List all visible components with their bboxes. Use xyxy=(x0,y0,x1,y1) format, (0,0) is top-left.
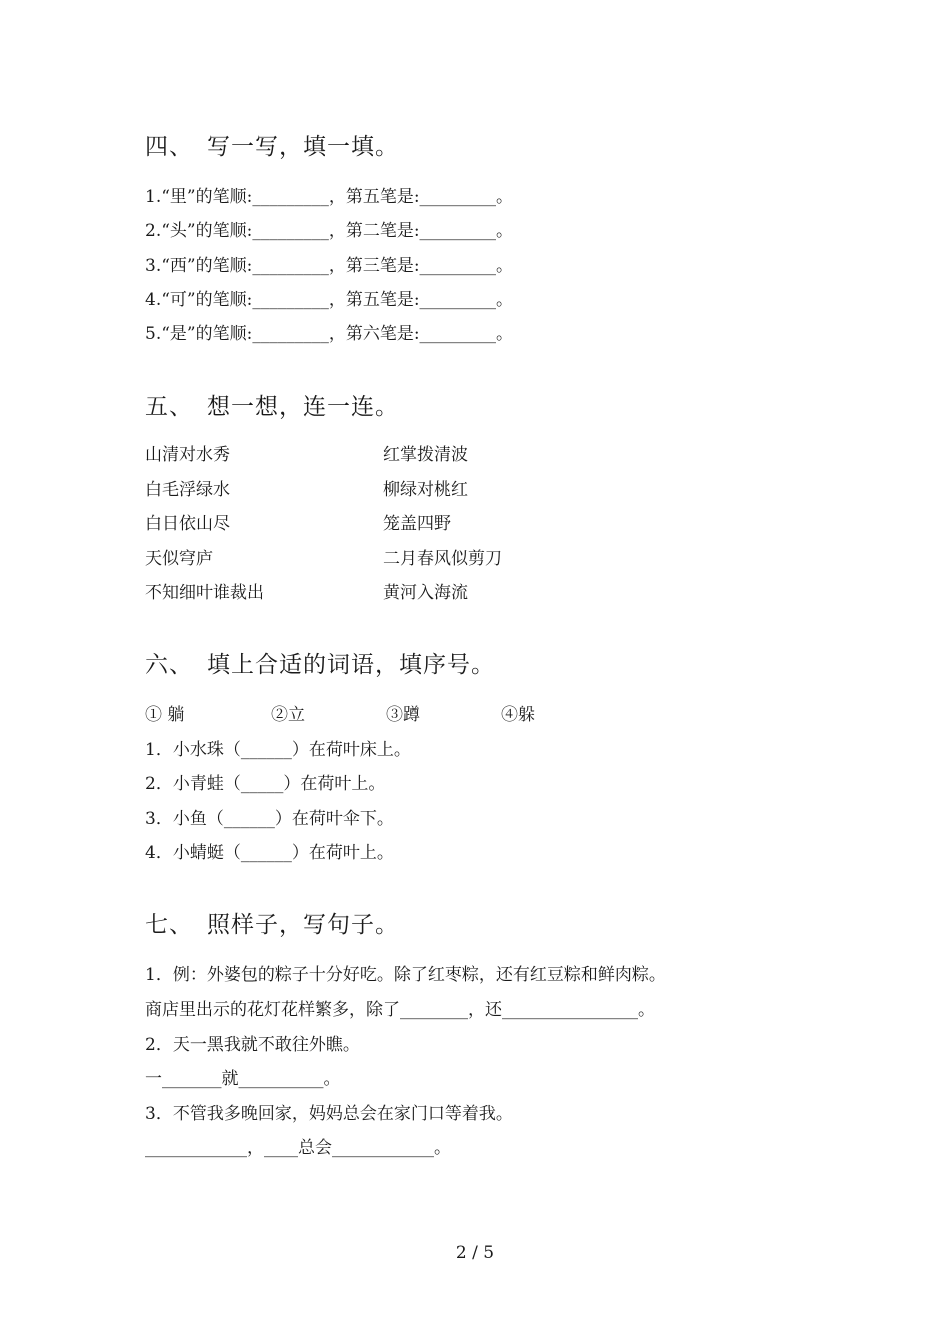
section-4-heading xyxy=(145,132,399,162)
section-4-item-5: 5.“是”的笔顺:_________，第六笔是:_________。 xyxy=(145,324,514,344)
section-7-line-3: 2．天一黑我就不敢往外瞧。 xyxy=(145,1035,360,1055)
section-4-title: 写一写，填一填。 xyxy=(207,134,399,160)
section-6-item-1: 1．小水珠（______）在荷叶床上。 xyxy=(145,740,411,760)
match-right-2: 柳绿对桃红 xyxy=(383,480,468,500)
section-6-item-4: 4．小蜻蜓（______）在荷叶上。 xyxy=(145,843,394,863)
section-4-item-3: 3.“西”的笔顺:_________，第三笔是:_________。 xyxy=(145,256,514,276)
section-6-number: 六、 xyxy=(145,652,193,678)
match-right-1: 红掌拨清波 xyxy=(383,445,468,465)
match-left-3: 白日依山尽 xyxy=(145,514,230,534)
section-7-line-5: 3．不管我多晚回家，妈妈总会在家门口等着我。 xyxy=(145,1104,513,1124)
option-2: ②立 xyxy=(271,705,305,725)
match-right-5: 黄河入海流 xyxy=(383,583,468,603)
section-5-heading xyxy=(145,392,399,422)
option-3: ③蹲 xyxy=(386,705,420,725)
page-number: 2 / 5 xyxy=(455,1243,495,1263)
section-7-line-6: ____________，____总会____________。 xyxy=(145,1138,451,1158)
section-5-number: 五、 xyxy=(145,394,193,420)
section-6-item-2: 2．小青蛙（_____）在荷叶上。 xyxy=(145,774,386,794)
match-left-4: 天似穹庐 xyxy=(145,549,213,569)
section-6-item-3: 3．小鱼（______）在荷叶伞下。 xyxy=(145,809,394,829)
section-4-item-1: 1.“里”的笔顺:_________，第五笔是:_________。 xyxy=(145,187,514,207)
section-6-heading xyxy=(145,650,495,680)
section-7-heading xyxy=(145,910,399,940)
section-4-item-4: 4.“可”的笔顺:_________，第五笔是:_________。 xyxy=(145,290,514,310)
match-right-4: 二月春风似剪刀 xyxy=(383,549,502,569)
match-left-2: 白毛浮绿水 xyxy=(145,480,230,500)
section-5-title: 想一想，连一连。 xyxy=(207,394,399,420)
match-left-1: 山清对水秀 xyxy=(145,445,230,465)
section-7-title: 照样子，写句子。 xyxy=(207,912,399,938)
option-1: ① 躺 xyxy=(145,705,185,725)
option-4: ④躲 xyxy=(501,705,535,725)
section-7-line-4: 一_______就__________。 xyxy=(145,1069,341,1089)
match-right-3: 笼盖四野 xyxy=(383,514,451,534)
section-7-line-2: 商店里出示的花灯花样繁多，除了________，还________________。 xyxy=(145,1000,655,1020)
section-7-number: 七、 xyxy=(145,912,193,938)
section-7-line-1: 1．例：外婆包的粽子十分好吃。除了红枣粽，还有红豆粽和鲜肉粽。 xyxy=(145,965,666,985)
section-6-title: 填上合适的词语，填序号。 xyxy=(207,652,495,678)
match-left-5: 不知细叶谁裁出 xyxy=(145,583,264,603)
section-4-number: 四、 xyxy=(145,134,193,160)
section-4-item-2: 2.“头”的笔顺:_________，第二笔是:_________。 xyxy=(145,221,514,241)
